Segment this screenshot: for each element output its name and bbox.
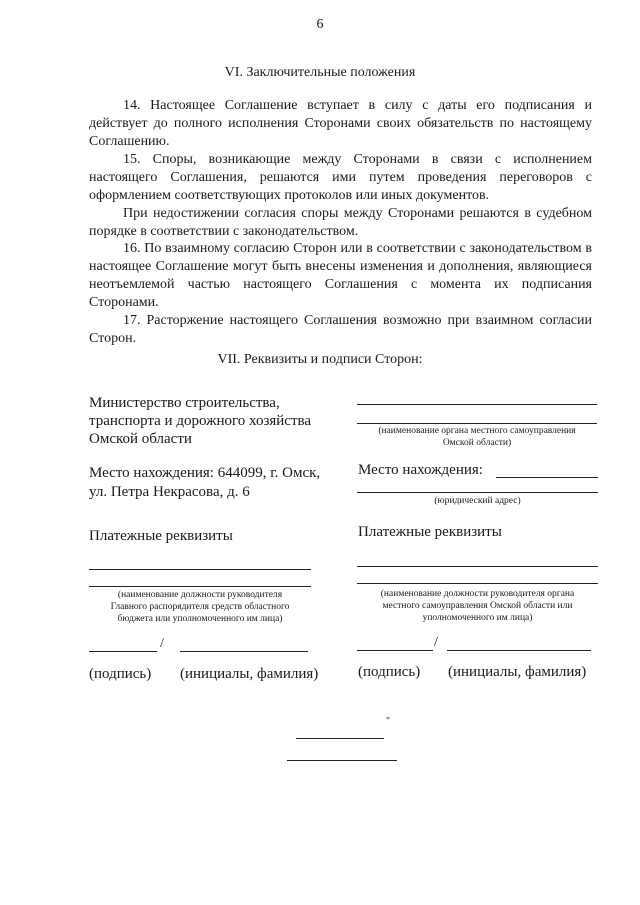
- left-position-caption-3: бюджета или уполномоченного им лица): [117, 614, 283, 624]
- section-7-title: VII. Реквизиты и подписи Сторон:: [217, 352, 423, 367]
- left-position-line-2: [89, 586, 311, 587]
- right-position-caption-2: местного самоуправления Омской области или: [382, 601, 573, 611]
- right-signature-line: [357, 650, 433, 651]
- left-payment-details: Платежные реквизиты: [89, 528, 233, 544]
- left-address-line-1: Место нахождения: 644099, г. Омск,: [89, 465, 321, 481]
- right-name-line: [447, 650, 591, 651]
- paragraph-16: 16. По взаимному согласию Сторон или в соответствии с законодательством в настоящее Соглашение могут быть внесены изменения и дополнения, являющиеся неотъемлемой частью настоящего Соглашения с момента их подписания Сторонами.: [89, 241, 592, 310]
- right-position-caption-3: уполномоченного им лица): [422, 613, 533, 623]
- left-signature-label: (подпись): [89, 666, 152, 682]
- paragraph-14: 14. Настоящее Соглашение вступает в силу с даты его подписания и действует до полного исполнения Сторонами своих обязательств по настоящему Соглашению.: [89, 98, 592, 149]
- right-position-caption-1: (наименование должности руководителя органа: [380, 589, 575, 599]
- right-org-line-2: [357, 423, 597, 424]
- right-address-caption: (юридический адрес): [434, 496, 521, 506]
- paragraph-15-continuation: При недостижении согласия споры между Сторонами решаются в судебном порядке в соответствии с законодательством.: [89, 206, 592, 239]
- right-org-caption-2: Омской области): [442, 438, 512, 448]
- page-number: 6: [316, 17, 324, 32]
- footer-quote-mark: ": [386, 716, 391, 727]
- left-address-line-2: ул. Петра Некрасова, д. 6: [89, 484, 250, 500]
- left-name-line: [180, 651, 308, 652]
- left-position-line-1: [89, 569, 311, 570]
- right-org-line-1: [357, 404, 597, 405]
- footer-line-1: [296, 738, 384, 739]
- right-signature-slash: /: [434, 635, 438, 650]
- left-name-label: (инициалы, фамилия): [180, 666, 319, 682]
- left-signature-slash: /: [160, 636, 164, 651]
- right-address-line-2: [357, 492, 598, 493]
- right-signature-label: (подпись): [358, 664, 421, 680]
- left-org-line-3: Омской области: [89, 431, 192, 447]
- right-payment-details: Платежные реквизиты: [358, 524, 502, 540]
- right-position-caption: [357, 588, 598, 624]
- left-position-caption: [89, 589, 311, 625]
- left-position-caption-2: Главного распорядителя средств областного: [110, 602, 290, 612]
- paragraph-17: 17. Расторжение настоящего Соглашения возможно при взаимном согласии Сторон.: [89, 313, 592, 346]
- right-org-caption: [357, 425, 597, 449]
- right-position-line-1: [357, 566, 598, 567]
- section-6-title: VI. Заключительные положения: [224, 65, 416, 80]
- footer-line-2: [287, 760, 397, 761]
- right-address-line-1: [496, 477, 598, 478]
- left-position-caption-1: (наименование должности руководителя: [117, 590, 283, 600]
- right-org-caption-1: (наименование органа местного самоуправления: [378, 426, 576, 436]
- left-org-line-2: транспорта и дорожного хозяйства: [89, 413, 312, 429]
- paragraph-15: 15. Споры, возникающие между Сторонами в связи с исполнением настоящего Соглашения, решаются ими путем проведения переговоров с оформлением соответствующих протоколов или иных документов.: [89, 152, 592, 203]
- right-name-label: (инициалы, фамилия): [448, 664, 587, 680]
- left-signature-line: [89, 651, 157, 652]
- right-address-label: Место нахождения:: [358, 462, 483, 478]
- right-position-line-2: [357, 583, 598, 584]
- left-org-line-1: Министерство строительства,: [89, 395, 280, 411]
